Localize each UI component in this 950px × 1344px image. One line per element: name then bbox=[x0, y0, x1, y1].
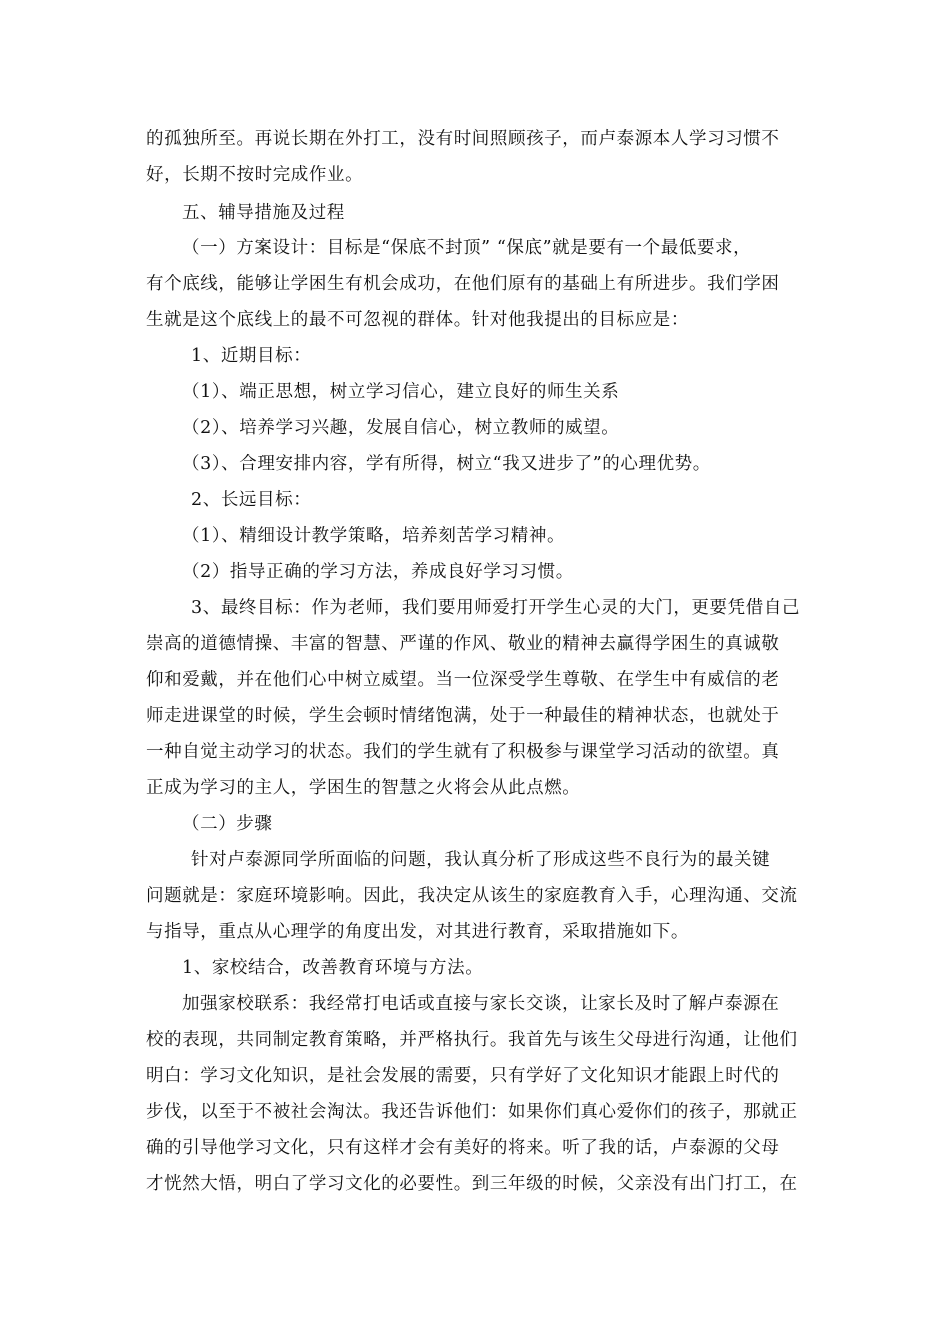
section-heading: （二）步骤 bbox=[182, 814, 273, 834]
text-line: 与指导，重点从心理学的角度出发，对其进行教育，采取措施如下。 bbox=[146, 922, 689, 942]
subheading: 1、近期目标： bbox=[191, 346, 312, 366]
text-line: 一种自觉主动学习的状态。我们的学生就有了积极参与课堂学习活动的欲望。真 bbox=[146, 742, 780, 762]
text-line: 明白：学习文化知识，是社会发展的需要，只有学好了文化知识才能跟上时代的 bbox=[146, 1066, 780, 1086]
text-line: 师走进课堂的时候，学生会顿时情绪饱满，处于一种最佳的精神状态，也就处于 bbox=[146, 706, 780, 726]
text-line: 有个底线，能够让学困生有机会成功，在他们原有的基础上有所进步。我们学困 bbox=[146, 274, 780, 294]
subheading: 1、家校结合，改善教育环境与方法。 bbox=[182, 958, 484, 978]
text-line: 生就是这个底线上的最不可忽视的群体。针对他我提出的目标应是： bbox=[146, 310, 689, 330]
text-line: （一）方案设计：目标是“保底不封顶” “保底”就是要有一个最低要求， bbox=[182, 238, 752, 258]
list-item: （1）、端正思想，树立学习信心，建立良好的师生关系 bbox=[182, 382, 620, 402]
text-line: 好，长期不按时完成作业。 bbox=[146, 165, 364, 185]
text-line: 问题就是：家庭环境影响。因此，我决定从该生的家庭教育入手，心理沟通、交流 bbox=[146, 886, 798, 906]
text-line: 加强家校联系：我经常打电话或直接与家长交谈，让家长及时了解卢泰源在 bbox=[182, 994, 780, 1014]
text-line: 仰和爱戴，并在他们心中树立威望。当一位深受学生尊敬、在学生中有威信的老 bbox=[146, 670, 780, 690]
text-line: 确的引导他学习文化，只有这样才会有美好的将来。听了我的话，卢泰源的父母 bbox=[146, 1138, 780, 1158]
text-line: 校的表现，共同制定教育策略，并严格执行。我首先与该生父母进行沟通，让他们 bbox=[146, 1030, 798, 1050]
text-line: 针对卢泰源同学所面临的问题，我认真分析了形成这些不良行为的最关键 bbox=[191, 850, 771, 870]
subheading: 2、长远目标： bbox=[191, 490, 312, 510]
section-heading: 五、辅导措施及过程 bbox=[182, 203, 345, 223]
list-item: （2）指导正确的学习方法，养成良好学习习惯。 bbox=[182, 562, 574, 582]
text-line: 3、最终目标：作为老师，我们要用师爱打开学生心灵的大门，更要凭借自己 bbox=[191, 598, 801, 618]
list-item: （2）、培养学习兴趣，发展自信心，树立教师的威望。 bbox=[182, 418, 620, 438]
text-line: 正成为学习的主人，学困生的智慧之火将会从此点燃。 bbox=[146, 778, 581, 798]
list-item: （3）、合理安排内容，学有所得，树立“我又进步了”的心理优势。 bbox=[182, 454, 711, 474]
text-line: 的孤独所至。再说长期在外打工，没有时间照顾孩子，而卢泰源本人学习习惯不 bbox=[146, 129, 780, 149]
text-line: 步伐，以至于不被社会淘汰。我还告诉他们：如果你们真心爱你们的孩子，那就正 bbox=[146, 1102, 798, 1122]
text-line: 才恍然大悟，明白了学习文化的必要性。到三年级的时候，父亲没有出门打工，在 bbox=[146, 1174, 798, 1194]
list-item: （1）、精细设计教学策略，培养刻苦学习精神。 bbox=[182, 526, 566, 546]
text-line: 崇高的道德情操、丰富的智慧、严谨的作风、敬业的精神去赢得学困生的真诚敬 bbox=[146, 634, 780, 654]
